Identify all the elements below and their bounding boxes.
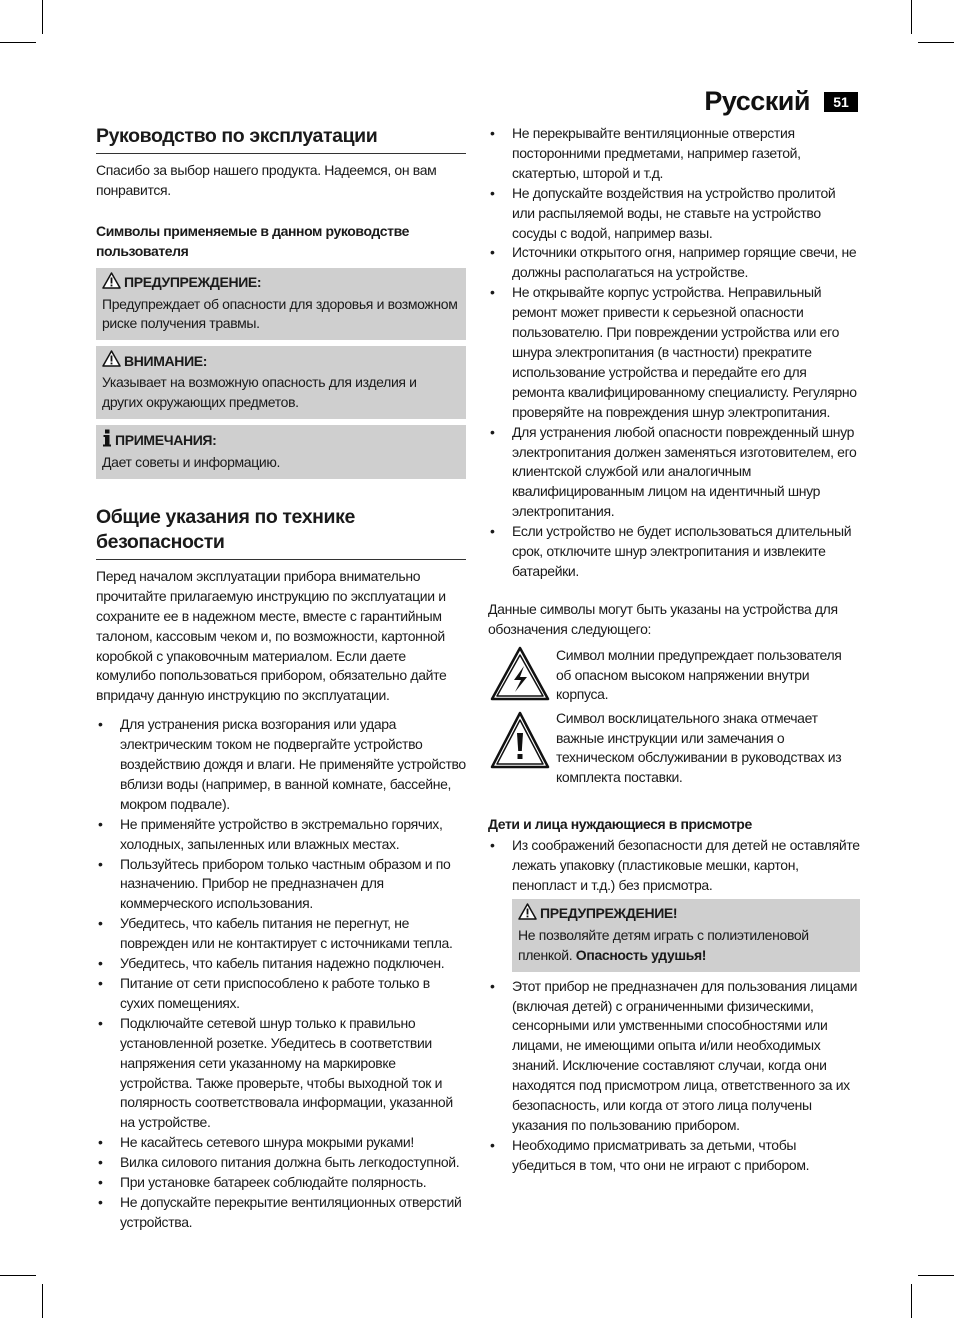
list-item: • Источники открытого огня, например горящие свечи, не должны располагаться на устройстве.: [488, 243, 860, 283]
list-item: • Не допускайте воздействия на устройство пролитой или распыляемой воды, не ставьте на устройство сосуды с водой, например вазы.: [488, 184, 860, 244]
crop-mark: [918, 42, 954, 43]
exclamation-description: Символ восклицательного знака отмечает важные инструкции или замечания о техническом обслуживании в руководствах из комплекта поставки.: [556, 709, 842, 786]
lightning-symbol-row: [488, 646, 860, 707]
list-item: • Не применяйте устройство в экстремально горячих, холодных, запыленных или влажных местах.: [96, 815, 466, 855]
list-item: • Подключайте сетевой шнур только к правильно установленной розетке. Убедитесь в соответствии напряжения сети указанному на маркировке устройства. Также проверьте, чтобы выходной ток и полярность соответствовала информации, указанной на устройстве.: [96, 1014, 466, 1133]
list-item: • Для устранения любой опасности поврежденный шнур электропитания должен заменяться изготовителем, его клиентской службой или аналогичным квалифицированным лицом на идентичный шнур электропитания.: [488, 423, 860, 523]
children-list: [488, 836, 860, 896]
list-item: • Не перекрывайте вентиляционные отверстия посторонними предметами, например газетой, скатертью, шторой и т.д.: [488, 124, 860, 184]
safety-list: [96, 715, 466, 1233]
crop-mark: [918, 1275, 954, 1276]
children-warning-box: [512, 899, 860, 972]
safety-intro: Перед началом эксплуатации прибора внимательно прочитайте прилагаемую инструкцию по эксплуатации и сохраните ее в надежном месте, вместе с гарантийным талоном, кассовым чеком и, по возможности, картонной коробкой с упаковочным материалом. Если даете комулибо попользоваться прибором, обязательно дайте впридачу данную инструкцию по эксплуатации.: [96, 567, 447, 704]
list-item: • Для устранения риска возгорания или удара электрическим током не подвергайте устройство воздействию дождя и влаги. Не применяйте устройство вблизи воды (например, в ванной комнате, бассейне, мокром подвале).: [96, 715, 466, 815]
exclamation-warning-icon: [490, 709, 550, 776]
list-item: • Не допускайте перекрытие вентиляционных отверстий устройства.: [96, 1193, 466, 1233]
list-item: • Этот прибор не предназначен для пользования лицами (включая детей) с ограниченными физическими, сенсорными или умственными способностями или лицами, не имеющими опыта и/или необходимых знаний. Исключение составляют случаи, когда они находятся под присмотром лица, ответственного за их безопасность, или когда от этого лица получены указания по пользованию прибором.: [488, 977, 860, 1136]
warning-triangle-icon: [102, 272, 121, 295]
intro-text: Спасибо за выбор нашего продукта. Надеемся, он вам понравится.: [96, 162, 437, 198]
crop-mark: [42, 1284, 43, 1318]
list-item: • При установке батареек соблюдайте полярность.: [96, 1173, 466, 1193]
list-item: • Убедитесь, что кабель питания не перегнут, не поврежден или не контактирует с источниками тепла.: [96, 914, 466, 954]
crop-mark: [0, 42, 36, 43]
caution-title: ВНИМАНИЕ:: [124, 352, 208, 369]
symbols-heading: Символы применяемые в данном руководстве пользователя: [96, 222, 409, 259]
children-list-continued: [488, 977, 860, 1176]
page-header: [704, 86, 858, 117]
children-warning-text: Не позволяйте детям играть с полиэтиленовой пленкой. Опасность удушья!: [518, 926, 809, 963]
children-heading: Дети и лица нуждающиеся в присмотре: [488, 816, 752, 833]
lightning-description: Символ молнии предупреждает пользователя об опасном высоком напряжении внутри корпуса.: [556, 646, 842, 703]
info-icon: [102, 429, 112, 453]
warning-text: Предупреждает об опасности для здоровья и возможном риске получения травмы.: [102, 295, 458, 332]
caution-text: Указывает на возможную опасность для изделия и других окружающих предметов.: [102, 374, 417, 411]
list-item: • Вилка силового питания должна быть легкодоступной.: [96, 1153, 466, 1173]
crop-mark: [911, 0, 912, 34]
list-item: • Необходимо присматривать за детьми, чтобы убедиться в том, что они не играют с прибором.: [488, 1136, 860, 1176]
warning-triangle-icon: [518, 903, 537, 926]
notes-text: Дает советы и информацию.: [102, 453, 281, 470]
symbols-intro: Данные символы могут быть указаны на устройства для обозначения следующего:: [488, 600, 838, 637]
exclamation-symbol-row: [488, 709, 860, 789]
language-title: Русский: [704, 86, 810, 116]
caution-triangle-icon: [102, 350, 121, 373]
children-warning-title: ПРЕДУПРЕЖДЕНИЕ!: [540, 905, 678, 922]
crop-mark: [42, 0, 43, 34]
list-item: • Не касайтесь сетевого шнура мокрыми руками!: [96, 1133, 466, 1153]
list-item: • Убедитесь, что кабель питания надежно подключен.: [96, 954, 466, 974]
caution-box: [96, 346, 466, 419]
crop-mark: [0, 1275, 36, 1276]
right-column: [488, 124, 860, 1176]
list-item: • Пользуйтесь прибором только частным образом и по назначению. Прибор не предназначен для коммерческого использования.: [96, 855, 466, 915]
lightning-warning-icon: [490, 646, 550, 707]
safety-title: Общие указания по технике безопасности: [96, 505, 466, 560]
list-item: • Не открывайте корпус устройства. Неправильный ремонт может привести к серьезной опасности пользователю. При повреждении устройства или его шнура электропитания (в частности) прекратите использование устройства и передайте его для ремонта квалифицированному специалисту. Регулярно проверяйте на повреждения шнур электропитания.: [488, 283, 860, 422]
manual-title: Руководство по эксплуатации: [96, 124, 466, 154]
page-number: 51: [824, 92, 858, 112]
crop-mark: [911, 1284, 912, 1318]
list-item: • Из соображений безопасности для детей не оставляйте лежать упаковку (пластиковые мешки, картон, пенопласт и т.д.) без присмотра.: [488, 836, 860, 896]
notes-box: [96, 425, 466, 479]
list-item: • Питание от сети приспособлено к работе только в сухих помещениях.: [96, 974, 466, 1014]
warning-box: [96, 268, 466, 341]
warning-title: ПРЕДУПРЕЖДЕНИЕ:: [124, 274, 262, 291]
safety-list-continued: [488, 124, 860, 582]
suffocation-warning: Опасность удушья!: [575, 946, 707, 963]
left-column: [96, 124, 466, 1233]
list-item: • Если устройство не будет использоваться длительный срок, отключите шнур электропитания и извлеките батарейки.: [488, 522, 860, 582]
notes-title: ПРИМЕЧАНИЯ:: [115, 432, 217, 449]
